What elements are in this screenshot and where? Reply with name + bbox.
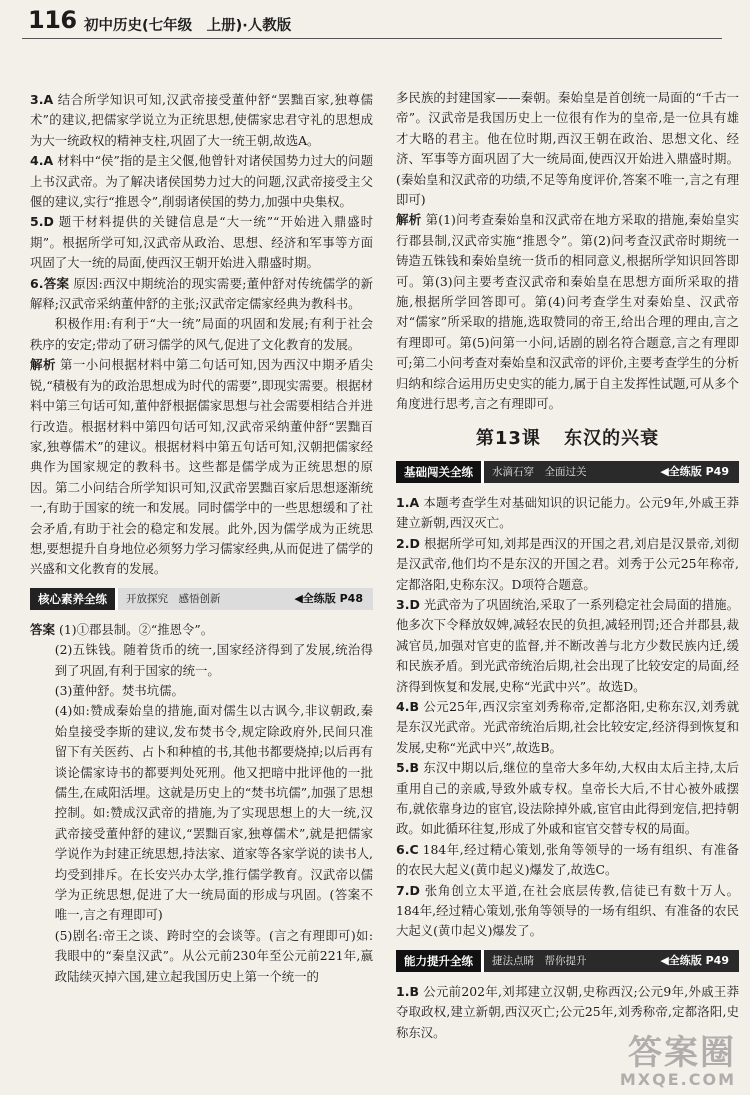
section-ref: ◀全练版 P48 (294, 591, 363, 605)
answer-item: 1.B 公元前202年,刘邦建立汉朝,史称西汉;公元9年,外戚王莽夺取政权,建立新朝,西汉灭亡;公元25年,刘秀称帝,定都洛阳,史称东汉。 (396, 983, 739, 1040)
watermark-text: 答案圈 (628, 1033, 736, 1073)
answer-item: 3.D 光武帝为了巩固统治,采取了一系列稳定社会局面的措施。他多次下令释放奴婢,减轻农民的负担,减轻刑罚;还合并郡县,裁减官员,加强对官吏的监督,并不断改善与北方少数民族内迁,缓和民族矛盾。到光武帝统治后期,社会出现了比较安定的局面,经济得到恢复和发展,史称“光武中兴”。故选D。 (396, 596, 739, 694)
answer-paragraph: 积极作用:有利于“大一统”局面的巩固和发展;有利于社会秩序的安定;带动了研习儒学的风气,促进了文化教育的发展。 (30, 316, 373, 352)
answer-item: 6.答案 原因:西汉中期统治的现实需要;董仲舒对传统儒学的新解释;汉武帝采纳董仲舒的主张;汉武帝定儒家经典为教科书。 (30, 275, 373, 312)
answer-paragraph: (5)剧名:帝王之谈、跨时空的会谈等。(言之有理即可)如:我眼中的“秦皇汉武”。从公元前230年至公元前221年,嬴政陆续灭掉六国,建立起我国历史上第一个统一的 (54, 927, 373, 984)
answer-item: 5.B 东汉中期以后,继位的皇帝大多年幼,大权由太后主持,太后重用自己的亲戚,导致外戚专权。皇帝长大后,不甘心被外戚摆布,就依靠身边的宦官,设法除掉外戚,宦官由此得到宠信,把持朝政。如此循环往复,形成了外戚和宦官交替专权的局面。 (396, 760, 739, 837)
watermark-url: MXQE.COM (619, 1070, 736, 1089)
lesson-name: 东汉的兴衰 (564, 427, 660, 449)
section-bar-basic (396, 461, 739, 483)
book-title: 初中历史(七年级 上册)·人教版 (84, 18, 292, 34)
answer-item: 7.D 张角创立太平道,在社会底层传教,信徒已有数十万人。184年,经过精心策划,张角等领导的一场有组织、有准备的农民大起义(黄巾起义)爆发了。 (396, 882, 739, 939)
answer-item: 4.B 公元25年,西汉宗室刘秀称帝,定都洛阳,史称东汉,刘秀就是东汉光武帝。光武帝统治后期,社会比较安定,经济得到恢复和发展,史称“光武中兴”,故选B。 (396, 698, 739, 755)
answer-item: 2.D 根据所学可知,刘邦是西汉的开国之君,刘启是汉景帝,刘彻是汉武帝,他们均不是东汉的开国之君。刘秀于公元25年称帝,定都洛阳,史称东汉。D项符合题意。 (396, 535, 739, 592)
right-column (396, 88, 739, 1043)
answer-paragraph: (3)董仲舒。焚书坑儒。 (54, 682, 184, 698)
section-ref: ◀全练版 P49 (660, 464, 729, 478)
section-slogan: 水滴石穿 全面过关 (492, 465, 587, 478)
section-slogan: 捷法点睛 帮你提升 (492, 954, 587, 967)
section-tag: 核心素养全练 (30, 588, 118, 610)
answer-item: 6.C 184年,经过精心策划,张角等领导的一场有组织、有准备的农民大起义(黄巾起义)爆发了,故选C。 (396, 841, 739, 878)
page-number: 116 (28, 6, 77, 34)
section-ref: ◀全练版 P49 (660, 953, 729, 967)
left-column (30, 90, 373, 987)
analysis-item: 解析 第(1)问考查秦始皇和汉武帝在地方采取的措施,秦始皇实行郡县制,汉武帝实施“推恩令”。第(2)问考查汉武帝时期统一铸造五铢钱和秦始皇统一货币的相同意义,根据所学知识回答即可。第(3)问主要考查汉武帝和秦始皇在思想方面所采取的措施,根据所学回答即可。第(4)问考查学生对秦始皇、汉武帝对“儒家”所采取的措施,选取赞同的帝王,给出合理的理由,言之有理即可。第(5)问第一小问,话剧的剧名符合题意,言之有理即可;第二小问考查对秦始皇和汉武帝的评价,主要考查学生的分析归纳和综合运用历史史实的能力,属于自主发挥性试题,可从多个角度进行思考,言之有理即可。 (396, 212, 739, 412)
page-header (22, 4, 722, 39)
section-slogan: 开放探究 感悟创新 (126, 592, 221, 605)
answer-item: 5.D 题干材料提供的关键信息是“大一统”“开始进入鼎盛时期”。根据所学可知,汉武帝从政治、思想、经济和军事等方面巩固了大一统的局面,使西汉王朝开始进入鼎盛时期。 (30, 214, 373, 271)
answer-item: 3.A 结合所学知识可知,汉武帝接受董仲舒“罢黜百家,独尊儒术”的建议,把儒家学说立为正统思想,使儒家忠君守礼的思想成为大一统政权的精神支柱,巩固了大一统王朝,故选A。 (30, 92, 373, 148)
answer-paragraph: 多民族的封建国家——秦朝。秦始皇是首创统一局面的“千古一帝”。汉武帝是我国历史上一位很有作为的皇帝,是一位具有雄才大略的君主。他在位时期,西汉王朝在政治、思想文化、经济、军事等方面巩固了大一统局面,使西汉开始进入鼎盛时期。(秦始皇和汉武帝的功绩,不足等角度评价,答案不唯一,言之有理即可) (396, 90, 739, 208)
watermark (620, 1025, 736, 1089)
answer-item: 1.A 本题考查学生对基础知识的识记能力。公元9年,外戚王莽建立新朝,西汉灭亡。 (396, 494, 739, 531)
answer-item: 4.A 材料中“侯”指的是主父偃,他曾针对诸侯国势力过大的问题上书汉武帝。为了解决诸侯国势力过大的问题,汉武帝接受主父偃的建议,实行“推恩令”,削弱诸侯国的势力,加强中央集权。 (30, 153, 373, 210)
section-tag: 基础闯关全练 (396, 461, 484, 483)
section-tag: 能力提升全练 (396, 950, 484, 972)
analysis-item: 解析 第一小问根据材料中第二句话可知,因为西汉中期矛盾尖锐,“積极有为的政治思想成为时代的需要”,即现实需要。根据材料中第三句话可知,董仲舒根据儒家思想与社会需要相结合并进行改造。根据材料中第四句话可知,汉武帝采纳董仲舒“罢黜百家,独尊儒术”的建议。根据材料中第五句话可知,汉朝把儒家经典作为国家规定的教科书。这些都是儒学成为正统思想的原因。第二小问结合所学知识可知,汉武帝罢黜百家后思想逐渐统一,有助于国家的统一和发展。同时儒学中的一些思想缓和了社会矛盾,有助于社会的稳定和发展。此外,因为儒学成为正统思想,要想提升自身地位必须努力学习儒家经典,从而促进了儒学的兴盛和文化教育的发展。 (30, 357, 373, 577)
lesson-number: 第13课 (475, 427, 541, 449)
section-bar-core (30, 588, 373, 610)
answer-paragraph: (4)如:赞成秦始皇的措施,面对儒生以古讽今,非议朝政,秦始皇接受李斯的建议,发布焚书令,规定除政府外,民间只准留下有关医药、占卜和种植的书,其他书都要烧掉;以后再有谈论儒家诗书的都要判处死刑。他又把暗中批评他的一批儒生,在咸阳活埋。这就是历史上的“焚书坑儒”,加强了思想控制。如:赞成汉武帝的措施,为了实现思想上的大一统,汉武帝接受董仲舒的建议,“罢黜百家,独尊儒术”,就是把儒家学说作为封建正统思想,持法家、道家等各家学说的读书人,均受到排斥。在长安兴办太学,推行儒学教育。汉武帝以儒学为正统思想,促进了大一统局面的形成与巩固。(答案不唯一,言之有理即可) (54, 703, 373, 923)
lesson-title (396, 429, 739, 449)
section-bar-ability (396, 950, 739, 972)
answer-item: 答案 (1)①郡县制。②“推恩令”。 (30, 621, 214, 637)
answer-paragraph: (2)五铢钱。随着货币的统一,国家经济得到了发展,统治得到了巩固,有利于国家的统一。 (54, 642, 373, 678)
